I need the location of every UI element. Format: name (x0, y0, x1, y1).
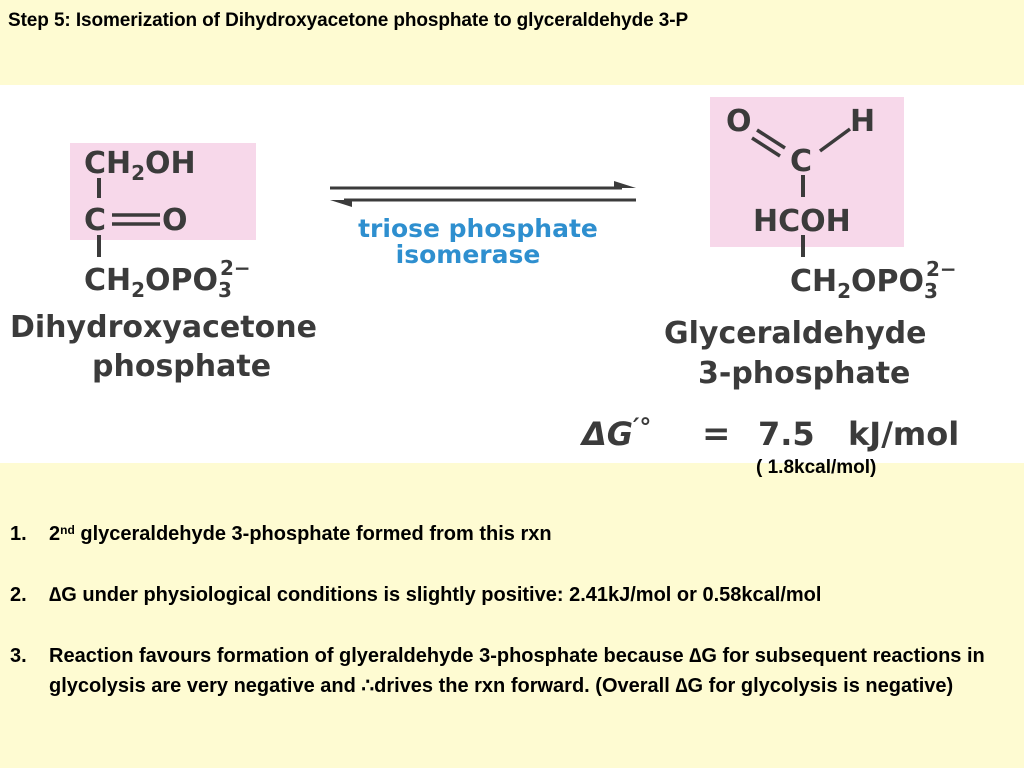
reactant-carbon: C (84, 203, 107, 238)
list-text: Reaction favours formation of glyeraldehyde 3-phosphate because ∆G for subsequent reactions in glycolysis are very negative and ∴drives the rxn forward. (Overall ∆G for glycolysis is negative) (49, 645, 985, 697)
reactant-name-line2: phosphate (92, 349, 272, 384)
reaction-figure (0, 85, 1024, 463)
reaction-diagram (0, 85, 1024, 463)
product-name-line1: Glyceraldehyde (664, 316, 927, 351)
reactant-ch2oh: $CH_2OH$ (84, 146, 196, 185)
list-text: 2nd glyceraldehyde 3-phosphate formed from this rxn (49, 523, 552, 545)
product-oxygen: O (726, 104, 752, 139)
list-item (10, 580, 1010, 610)
reactant-name-line1: Dihydroxyacetone (10, 310, 317, 345)
list-number: 1. (10, 523, 27, 545)
product-hydrogen: H (850, 104, 876, 139)
product-hcoh: HCOH (753, 204, 851, 239)
enzyme-label-line2: isomerase (395, 240, 541, 269)
enzyme-label-line1: triose phosphate (358, 214, 598, 243)
product-carbon: C (790, 144, 813, 179)
svg-text:ΔG′°: ΔG′° (582, 413, 652, 453)
equilibrium-arrows (330, 181, 636, 207)
delta-g-value (579, 413, 959, 454)
list-item (10, 519, 1010, 549)
product-name-line2: 3-phosphate (698, 356, 911, 391)
svg-text:=: = (702, 414, 731, 454)
list-item (10, 641, 1010, 701)
list-number: 3. (10, 645, 27, 667)
bullet-list (10, 519, 1010, 732)
list-text: ∆G under physiological conditions is slightly positive: 2.41kJ/mol or 0.58kcal/mol (49, 584, 822, 606)
slide-title: Step 5: Isomerization of Dihydroxyacetone phosphate to glyceraldehyde 3-P (8, 10, 689, 31)
svg-text:7.5: 7.5 (758, 415, 815, 453)
product-ch2opo3: $CH_2OPO_32-$ (790, 257, 957, 303)
list-number: 2. (10, 584, 27, 606)
reactant-ch2opo3: $CH_2OPO_32-$ (84, 256, 251, 302)
svg-text:kJ/mol: kJ/mol (848, 415, 960, 453)
reactant-oxygen: O (162, 203, 188, 238)
product-structure (664, 104, 957, 391)
kcal-note: ( 1.8kcal/mol) (756, 457, 877, 478)
